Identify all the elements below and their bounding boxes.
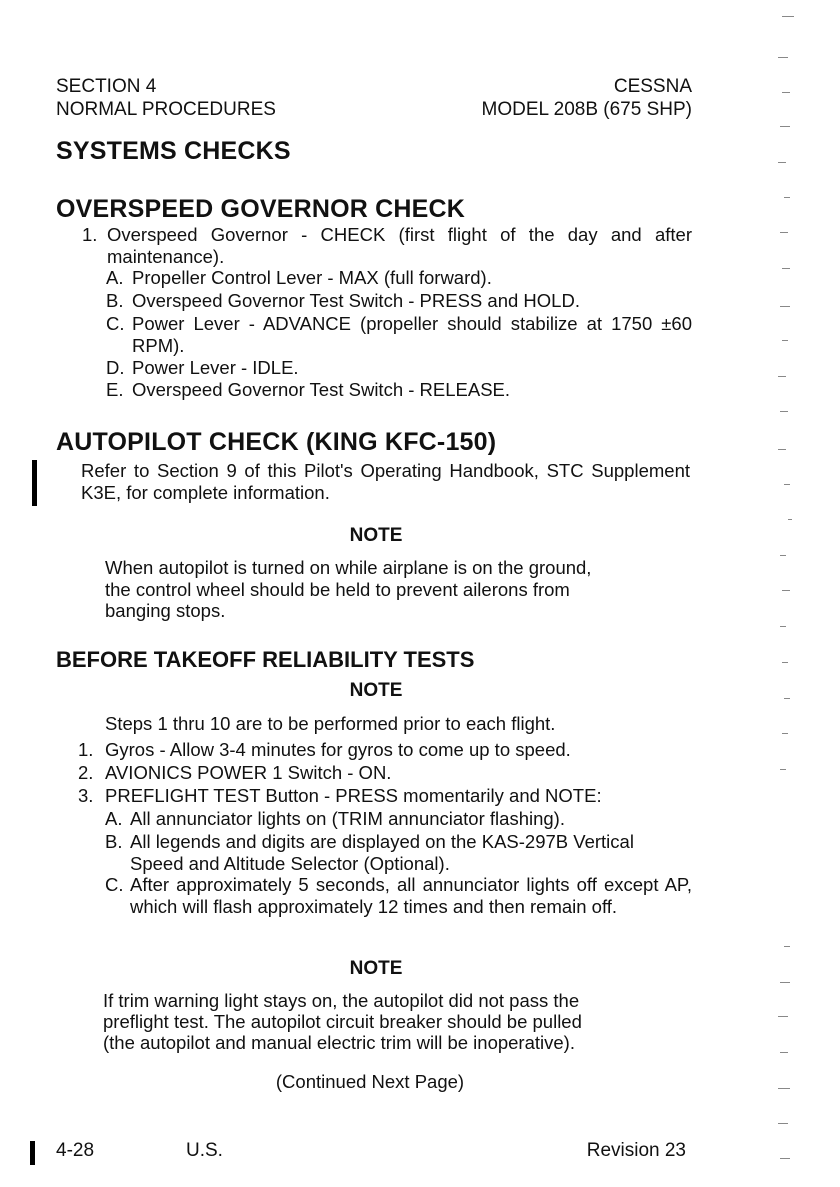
- step-number: 1.: [82, 224, 98, 245]
- substep-label: A.: [105, 808, 123, 829]
- autopilot-note-line: banging stops.: [105, 600, 226, 621]
- manufacturer: CESSNA: [613, 76, 692, 97]
- reliability-note-text: Steps 1 thru 10 are to be performed prior to each flight.: [105, 713, 556, 734]
- reliability-step-3: [78, 785, 692, 807]
- reliability-substep-a: [105, 808, 692, 830]
- step-text: Gyros - Allow 3-4 minutes for gyros to come up to speed.: [105, 739, 571, 760]
- substep-label: C.: [105, 874, 124, 895]
- overspeed-substep-c: [106, 313, 692, 357]
- step-text: PREFLIGHT TEST Button - PRESS momentarily and NOTE:: [105, 785, 602, 806]
- model: MODEL 208B (675 SHP): [481, 99, 692, 120]
- continued-note: (Continued Next Page): [275, 1071, 465, 1092]
- reliability-step-1: [78, 739, 692, 761]
- autopilot-note-line: the control wheel should be held to prevent ailerons from: [105, 579, 570, 600]
- substep-label: E.: [106, 379, 124, 400]
- step-number: 1.: [78, 739, 94, 760]
- revision-bar: [30, 1141, 35, 1165]
- page-number: 4-28: [56, 1140, 95, 1161]
- substep-text: Power Lever - ADVANCE (propeller should stabilize at 1750 ±60 RPM).: [132, 313, 692, 356]
- substep-text: Power Lever - IDLE.: [132, 357, 299, 378]
- step-number: 3.: [78, 785, 94, 806]
- substep-text: All legends and digits are displayed on the KAS-297B Vertical Speed and Altitude Selector (Optional).: [130, 831, 634, 874]
- step-text: Overspeed Governor - CHECK (first flight of the day and after maintenance).: [107, 224, 692, 267]
- overspeed-heading: OVERSPEED GOVERNOR CHECK: [56, 195, 466, 223]
- substep-label: C.: [106, 313, 125, 334]
- substep-label: A.: [106, 267, 124, 288]
- autopilot-body: Refer to Section 9 of this Pilot's Operating Handbook, STC Supplement K3E, for complete information.: [81, 460, 690, 503]
- section-title: NORMAL PROCEDURES: [56, 99, 276, 120]
- substep-label: B.: [106, 290, 124, 311]
- reliability-note2-line: If trim warning light stays on, the autopilot did not pass the: [103, 990, 580, 1011]
- reliability-note2-line: (the autopilot and manual electric trim will be inoperative).: [103, 1032, 575, 1053]
- step-text: AVIONICS POWER 1 Switch - ON.: [105, 762, 392, 783]
- substep-text: Overspeed Governor Test Switch - RELEASE.: [132, 379, 511, 400]
- autopilot-note-line: When autopilot is turned on while airplane is on the ground,: [105, 557, 592, 578]
- section-number: SECTION 4: [56, 76, 157, 97]
- reliability-step-2: [78, 762, 692, 784]
- overspeed-substep-a: [106, 267, 692, 289]
- page-title: SYSTEMS CHECKS: [56, 137, 291, 165]
- revision: Revision 23: [586, 1140, 686, 1161]
- autopilot-note-title: NOTE: [349, 525, 403, 546]
- substep-text: Propeller Control Lever - MAX (full forward).: [132, 267, 492, 288]
- reliability-heading: BEFORE TAKEOFF RELIABILITY TESTS: [56, 647, 475, 672]
- reliability-note2-line: preflight test. The autopilot circuit breaker should be pulled: [103, 1011, 582, 1032]
- reliability-substep-c: [105, 874, 692, 940]
- overspeed-substep-d: [106, 357, 692, 379]
- step-number: 2.: [78, 762, 94, 783]
- overspeed-substep-e: [106, 379, 692, 401]
- edition: U.S.: [186, 1140, 223, 1161]
- overspeed-substep-b: [106, 290, 692, 312]
- autopilot-heading: AUTOPILOT CHECK (KING KFC-150): [56, 428, 497, 456]
- substep-label: D.: [106, 357, 125, 378]
- reliability-note-title: NOTE: [349, 680, 403, 701]
- revision-bar: [32, 460, 37, 506]
- substep-text: All annunciator lights on (TRIM annunciator flashing).: [130, 808, 565, 829]
- reliability-substep-b: [105, 831, 692, 875]
- substep-label: B.: [105, 831, 123, 852]
- overspeed-step-1: [82, 224, 692, 268]
- substep-text: Overspeed Governor Test Switch - PRESS and HOLD.: [132, 290, 580, 311]
- substep-text: After approximately 5 seconds, all annunciator lights off except AP, which will flash approximately 12 times and then remain off.: [130, 874, 692, 917]
- reliability-note2-title: NOTE: [349, 958, 403, 979]
